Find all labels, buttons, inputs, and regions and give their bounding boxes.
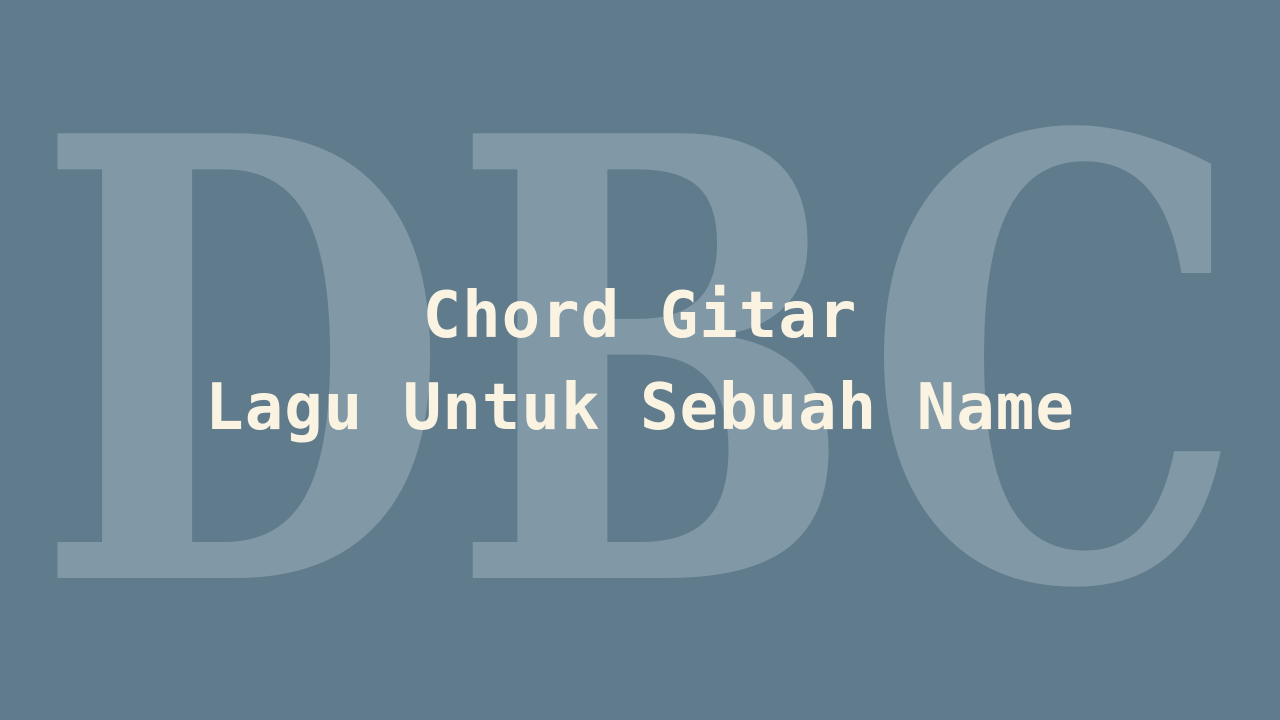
title-line-2: Lagu Untuk Sebuah Name	[205, 371, 1075, 445]
title-block	[0, 270, 1280, 454]
title-line-1: Chord Gitar	[422, 279, 858, 353]
watermark-letters: DBC	[35, 5, 1245, 720]
